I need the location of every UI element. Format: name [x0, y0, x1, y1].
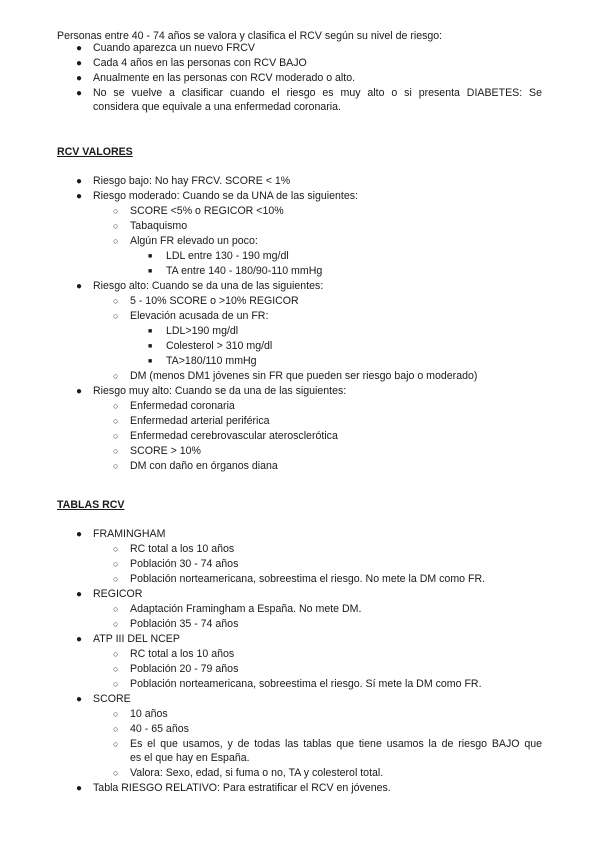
bullet-hollow: ○: [113, 311, 119, 321]
bullet-filled: ●: [76, 191, 83, 202]
list-item: Elevación acusada de un FR:: [130, 310, 269, 322]
list-item: Valora: Sexo, edad, si fuma o no, TA y colesterol total.: [130, 767, 384, 779]
list-item: 5 - 10% SCORE o >10% REGICOR: [130, 295, 299, 307]
bullet-filled: ●: [76, 783, 83, 794]
list-item: RC total a los 10 años: [130, 648, 235, 660]
bullet-square: ■: [148, 253, 153, 260]
list-item: ATP III DEL NCEP: [93, 633, 180, 645]
bullet-hollow: ○: [113, 461, 119, 471]
bullet-hollow: ○: [113, 649, 119, 659]
list-item: Enfermedad arterial periférica: [130, 415, 270, 427]
list-item: Población 30 - 74 años: [130, 558, 239, 570]
bullet-filled: ●: [76, 634, 83, 645]
bullet-filled: ●: [76, 43, 83, 54]
bullet-hollow: ○: [113, 416, 119, 426]
list-item: 10 años: [130, 708, 168, 720]
intro-item-continuation: considera que equivale a una enfermedad coronaria.: [93, 101, 341, 113]
list-item: REGICOR: [93, 588, 143, 600]
list-item: TA entre 140 - 180/90-110 mmHg: [166, 265, 323, 277]
bullet-filled: ●: [76, 281, 83, 292]
bullet-filled: ●: [76, 58, 83, 69]
list-item: Riesgo muy alto: Cuando se da una de las siguientes:: [93, 385, 347, 397]
list-item: Tabaquismo: [130, 220, 188, 232]
bullet-hollow: ○: [113, 574, 119, 584]
bullet-hollow: ○: [113, 544, 119, 554]
bullet-hollow: ○: [113, 709, 119, 719]
bullet-hollow: ○: [113, 664, 119, 674]
section-heading-rcv-valores: RCV VALORES: [57, 146, 133, 158]
bullet-filled: ●: [76, 88, 83, 99]
bullet-hollow: ○: [113, 739, 119, 749]
bullet-filled: ●: [76, 176, 83, 187]
list-item: Es el que usamos, y de todas las tablas que tiene usamos la de riesgo BAJO que: [130, 738, 542, 750]
bullet-hollow: ○: [113, 371, 119, 381]
list-item: Población norteamericana, sobreestima el riesgo. No mete la DM como FR.: [130, 573, 486, 585]
list-item: SCORE > 10%: [130, 445, 201, 457]
list-item: Riesgo alto: Cuando se da una de las siguientes:: [93, 280, 324, 292]
list-item: DM (menos DM1 jóvenes sin FR que pueden ser riesgo bajo o moderado): [130, 370, 478, 382]
bullet-hollow: ○: [113, 206, 119, 216]
list-item: LDL entre 130 - 190 mg/dl: [166, 250, 289, 262]
bullet-square: ■: [148, 268, 153, 275]
bullet-hollow: ○: [113, 401, 119, 411]
bullet-filled: ●: [76, 73, 83, 84]
bullet-hollow: ○: [113, 559, 119, 569]
bullet-hollow: ○: [113, 679, 119, 689]
intro-item: Anualmente en las personas con RCV moderado o alto.: [93, 72, 356, 84]
bullet-hollow: ○: [113, 768, 119, 778]
bullet-hollow: ○: [113, 604, 119, 614]
list-item: DM con daño en órganos diana: [130, 460, 278, 472]
list-item: 40 - 65 años: [130, 723, 189, 735]
list-item: RC total a los 10 años: [130, 543, 235, 555]
bullet-square: ■: [148, 328, 153, 335]
list-item: Población 20 - 79 años: [130, 663, 239, 675]
bullet-hollow: ○: [113, 446, 119, 456]
list-item: SCORE: [93, 693, 131, 705]
list-item: Riesgo moderado: Cuando se da UNA de las siguientes:: [93, 190, 359, 202]
bullet-square: ■: [148, 343, 153, 350]
list-item: Colesterol > 310 mg/dl: [166, 340, 273, 352]
intro-item: Cada 4 años en las personas con RCV BAJO: [93, 57, 307, 69]
section-heading-tablas-rcv: TABLAS RCV: [57, 499, 125, 511]
bullet-hollow: ○: [113, 724, 119, 734]
bullet-filled: ●: [76, 694, 83, 705]
list-item: Algún FR elevado un poco:: [130, 235, 258, 247]
list-item: SCORE <5% o REGICOR <10%: [130, 205, 284, 217]
bullet-hollow: ○: [113, 236, 119, 246]
list-item: Población 35 - 74 años: [130, 618, 239, 630]
list-item-continuation: es el que hay en España.: [130, 752, 250, 764]
bullet-filled: ●: [76, 589, 83, 600]
list-item: TA>180/110 mmHg: [166, 355, 257, 367]
bullet-filled: ●: [76, 529, 83, 540]
bullet-filled: ●: [76, 386, 83, 397]
bullet-hollow: ○: [113, 431, 119, 441]
list-item: Enfermedad cerebrovascular aterosclerótica: [130, 430, 338, 442]
bullet-square: ■: [148, 358, 153, 365]
list-item: Enfermedad coronaria: [130, 400, 235, 412]
bullet-hollow: ○: [113, 296, 119, 306]
intro-item: No se vuelve a clasificar cuando el riesgo es muy alto o si presenta DIABETES: Se: [93, 87, 542, 99]
list-item: Tabla RIESGO RELATIVO: Para estratificar el RCV en jóvenes.: [93, 782, 391, 794]
intro-text: Personas entre 40 - 74 años se valora y clasifica el RCV según su nivel de riesgo:: [57, 30, 443, 42]
list-item: Población norteamericana, sobreestima el riesgo. Sí mete la DM como FR.: [130, 678, 482, 690]
bullet-hollow: ○: [113, 221, 119, 231]
bullet-hollow: ○: [113, 619, 119, 629]
list-item: Adaptación Framingham a España. No mete DM.: [130, 603, 362, 615]
intro-item: Cuando aparezca un nuevo FRCV: [93, 42, 255, 54]
list-item: FRAMINGHAM: [93, 528, 166, 540]
list-item: LDL>190 mg/dl: [166, 325, 239, 337]
list-item: Riesgo bajo: No hay FRCV. SCORE < 1%: [93, 175, 291, 187]
